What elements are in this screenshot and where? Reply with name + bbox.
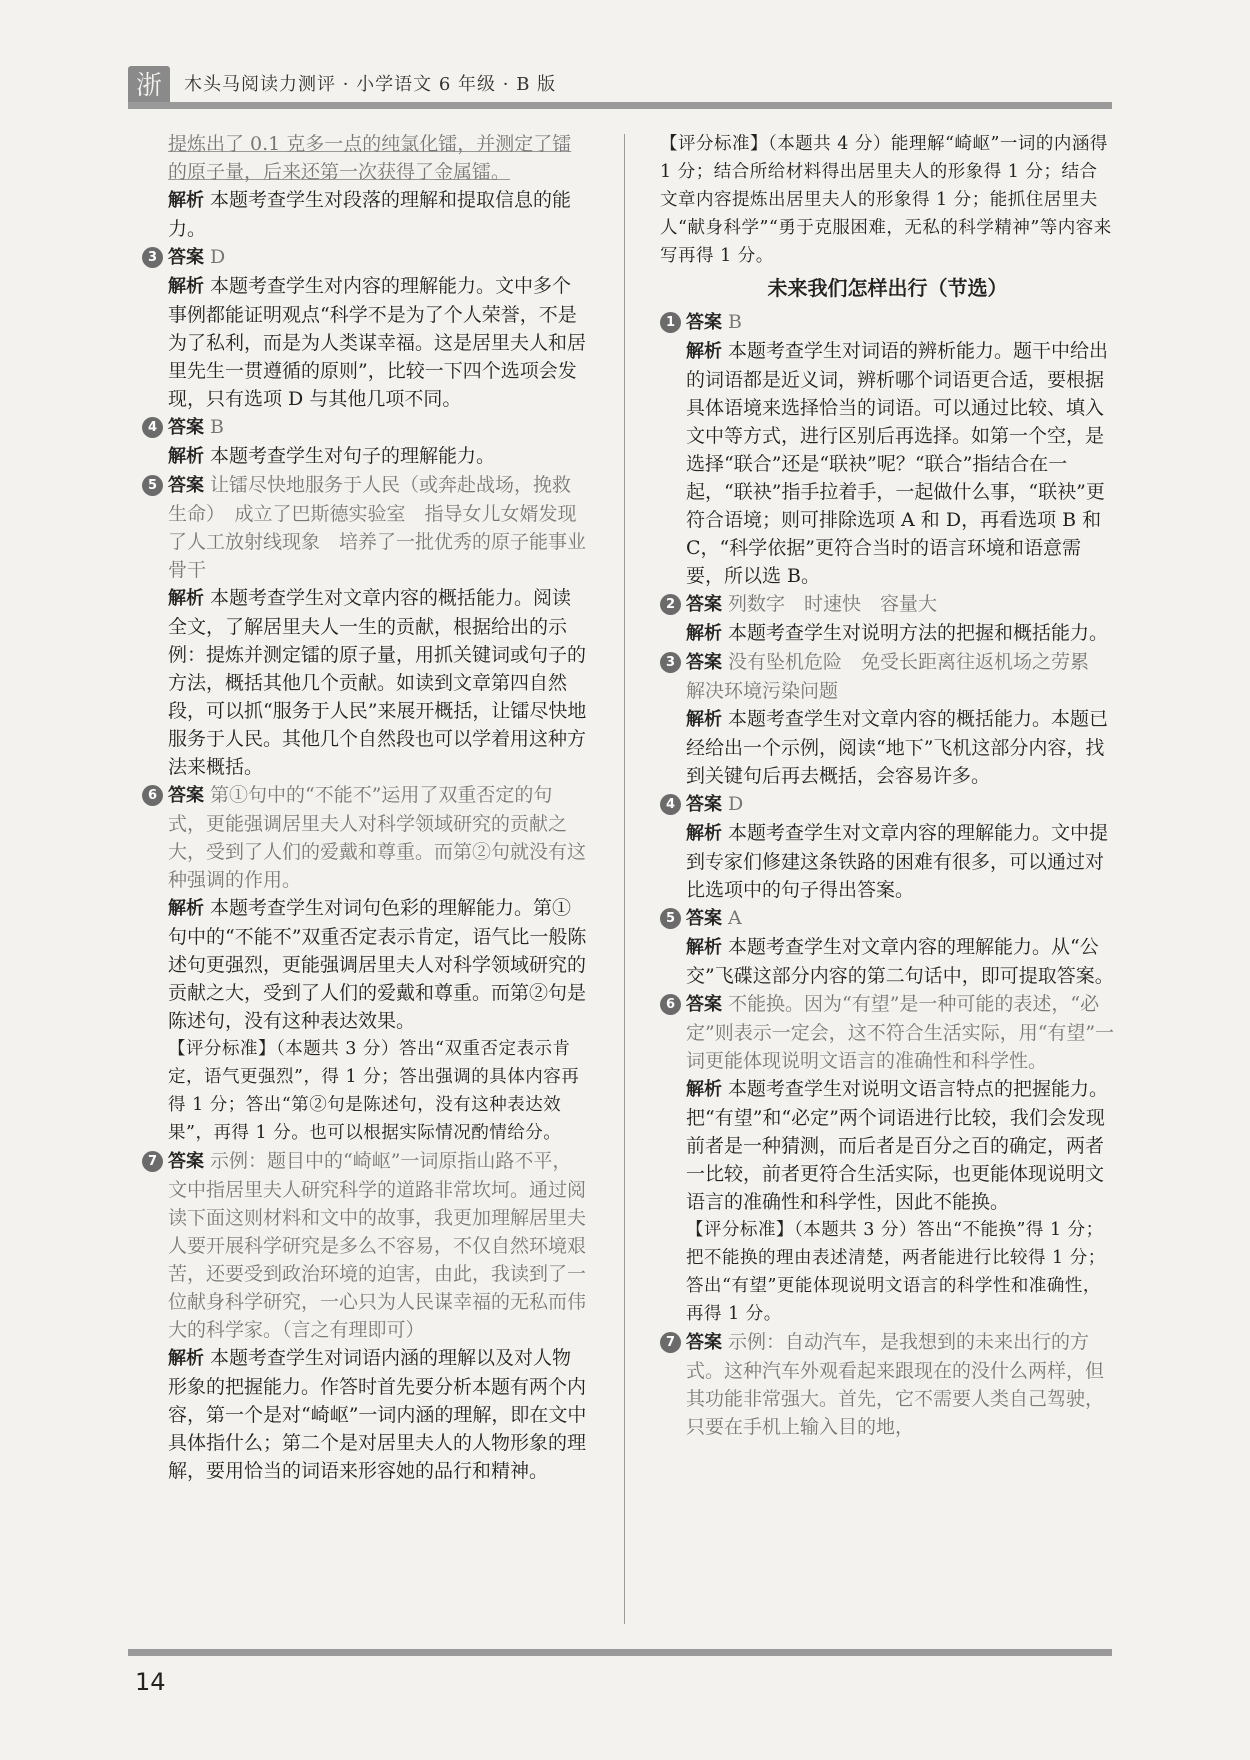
question-number-badge: 5	[660, 908, 681, 929]
analysis-line: 解析 本题考查学生对说明文语言特点的把握能力。把“有望”和“必定”两个词语进行比较，我们会发现前者是一种猜测，而后者是百分之百的确定，两者一比较，前者更符合生活实际，也更能体现说明文语言的准确性和科学性，因此不能换。	[686, 1078, 1109, 1213]
right-q4	[660, 790, 1115, 904]
question-number-badge: 7	[660, 1332, 681, 1353]
answer-line: 答案 A	[686, 907, 742, 929]
right-column	[660, 130, 1115, 1441]
analysis-line: 解析 本题考查学生对句子的理解能力。	[168, 445, 496, 467]
zhejiang-logo: 浙	[128, 66, 170, 106]
analysis-line: 解析 本题考查学生对文章内容的概括能力。阅读全文，了解居里夫人一生的贡献，根据给出的示例：提炼并测定镭的原子量，用抓关键词或句子的方法，概括其他几个贡献。如读到文章第四自然段，可以抓“服务于人民”来展开概括，让镭尽快地服务于人民。其他几个自然段也可以学着用这种方法来概括。	[168, 587, 587, 778]
question-number-badge: 7	[142, 1151, 163, 1172]
question-number-badge: 4	[660, 794, 681, 815]
left-q7	[142, 1147, 587, 1485]
scoring-standard: 【评分标准】（本题共 3 分）答出“双重否定表示肯定，语气更强烈”，得 1 分；答出强调的具体内容再得 1 分；答出“第②句是陈述句，没有这种表达效果”，再得 1 分。也可以根据实际情况酌情给分。	[168, 1039, 580, 1143]
left-q4	[142, 413, 587, 471]
question-number-badge: 5	[142, 475, 163, 496]
page-header	[128, 62, 1112, 108]
question-number-badge: 1	[660, 312, 681, 333]
footer-rule	[128, 1649, 1112, 1656]
header-title: 木头马阅读力测评 · 小学语文 6 年级 · B 版	[184, 74, 557, 95]
answer-line: 答案 第①句中的“不能不”运用了双重否定的句式，更能强调居里夫人对科学领域研究的贡献之大，受到了人们的爱戴和尊重。而第②句就没有这种强调的作用。	[168, 784, 587, 891]
question-number-badge: 6	[142, 785, 163, 806]
right-q3	[660, 648, 1115, 790]
left-q3	[142, 243, 587, 413]
page-number: 14	[135, 1668, 166, 1696]
analysis-line: 解析 本题考查学生对内容的理解能力。文中多个事例都能证明观点“科学不是为了个人荣誉，不是为了私利，而是为人类谋幸福。这是居里夫人和居里先生一贯遵循的原则”，比较一下四个选项会发现，只有选项 D 与其他几项不同。	[168, 275, 587, 410]
column-divider	[624, 134, 625, 1624]
answer-line: 答案 D	[168, 246, 226, 268]
answer-line: 答案 列数字 时速快 容量大	[686, 593, 938, 615]
question-number-badge: 4	[142, 417, 163, 438]
answer-line: 答案 示例：题目中的“崎岖”一词原指山路不平，文中指居里夫人研究科学的道路非常坎坷。通过阅读下面这则材料和文中的故事，我更加理解居里夫人要开展科学研究是多么不容易，不仅自然环境艰苦，还要受到政治环境的迫害，由此，我读到了一位献身科学研究，一心只为人民谋幸福的无私而伟大的科学家。（言之有理即可）	[168, 1150, 587, 1341]
analysis-line: 解析 本题考查学生对文章内容的理解能力。从“公交”飞碟这部分内容的第二句话中，即可提取答案。	[686, 936, 1114, 987]
continued-answer-text: 提炼出了 0.1 克多一点的纯氯化镭，并测定了镭的原子量，后来还第一次获得了金属镭。	[168, 133, 572, 183]
answer-line: 答案 B	[168, 416, 224, 438]
analysis-line: 解析 本题考查学生对说明方法的把握和概括能力。	[686, 622, 1109, 644]
analysis-line: 解析 本题考查学生对文章内容的概括能力。本题已经给出一个示例，阅读“地下”飞机这部分内容，找到关键句后再去概括，会容易许多。	[686, 708, 1109, 787]
answer-line: 答案 D	[686, 793, 744, 815]
left-column	[142, 130, 587, 1485]
answer-line: 答案 示例：自动汽车，是我想到的未来出行的方式。这种汽车外观看起来跟现在的没什么两样，但其功能非常强大。首先，它不需要人类自己驾驶，只要在手机上输入目的地，	[686, 1331, 1105, 1438]
right-q5	[660, 904, 1115, 990]
question-number-badge: 6	[660, 994, 681, 1015]
right-q7	[660, 1328, 1115, 1441]
analysis-line: 解析 本题考查学生对文章内容的理解能力。文中提到专家们修建这条铁路的困难有很多，可以通过对比选项中的句子得出答案。	[686, 822, 1109, 901]
left-q5	[142, 471, 587, 781]
section-title: 未来我们怎样出行（节选）	[767, 276, 1008, 300]
answer-line: 答案 让镭尽快地服务于人民（或奔赴战场，挽救生命） 成立了巴斯德实验室 指导女儿女婿发现了人工放射线现象 培养了一批优秀的原子能事业骨干	[168, 474, 587, 581]
header-rule	[128, 102, 1112, 109]
scoring-standard: 【评分标准】（本题共 3 分）答出“不能换”得 1 分；把不能换的理由表述清楚，两者能进行比较得 1 分；答出“有望”更能体现说明文语言的科学性和准确性，再得 1 分。	[686, 1220, 1106, 1324]
scoring-standard: 【评分标准】（本题共 4 分）能理解“崎岖”一词的内涵得 1 分；结合所给材料得出居里夫人的形象得 1 分；结合文章内容提炼出居里夫人的形象得 1 分；能抓住居里夫人“献身科学”“勇于克服困难，无私的科学精神”等内容来写再得 1 分。	[660, 134, 1112, 266]
question-number-badge: 3	[660, 652, 681, 673]
left-q6	[142, 781, 587, 1147]
answer-line: 答案 B	[686, 311, 742, 333]
answer-line: 答案 不能换。因为“有望”是一种可能的表述，“必定”则表示一定会，这不符合生活实际，用“有望”一词更能体现说明文语言的准确性和科学性。	[686, 993, 1115, 1072]
question-number-badge: 2	[660, 594, 681, 615]
analysis-line: 解析 本题考查学生对词句色彩的理解能力。第①句中的“不能不”双重否定表示肯定，语气比一般陈述句更强烈，更能强调居里夫人对科学领域研究的贡献之大，受到了人们的爱戴和尊重。而第②句是陈述句，没有这种表达效果。	[168, 897, 587, 1032]
analysis-line: 解析 本题考查学生对词语内涵的理解以及对人物形象的把握能力。作答时首先要分析本题有两个内容，第一个是对“崎岖”一词内涵的理解，即在文中具体指什么；第二个是对居里夫人的人物形象的理解，要用恰当的词语来形容她的品行和精神。	[168, 1347, 587, 1482]
answer-line: 答案 没有坠机危险 免受长距离往返机场之劳累 解决环境污染问题	[686, 651, 1109, 702]
question-number-badge: 3	[142, 247, 163, 268]
right-q6	[660, 990, 1115, 1328]
right-q1	[660, 308, 1115, 590]
right-q2	[660, 590, 1115, 648]
analysis-line: 解析 本题考查学生对词语的辨析能力。题干中给出的词语都是近义词，辨析哪个词语更合适，要根据具体语境来选择恰当的词语。可以通过比较、填入文中等方式，进行区别后再选择。如第一个空，是选择“联合”还是“联袂”呢？“联合”指结合在一起，“联袂”指手拉着手，一起做什么事，“联袂”更符合语境；则可排除选项 A 和 D，再看选项 B 和 C，“科学依据”更符合当时的语言环境和语意需要，所以选 B。	[686, 340, 1109, 587]
analysis-label: 解析	[168, 190, 204, 211]
continued-analysis: 解析 本题考查学生对段落的理解和提取信息的能力。	[168, 189, 572, 240]
